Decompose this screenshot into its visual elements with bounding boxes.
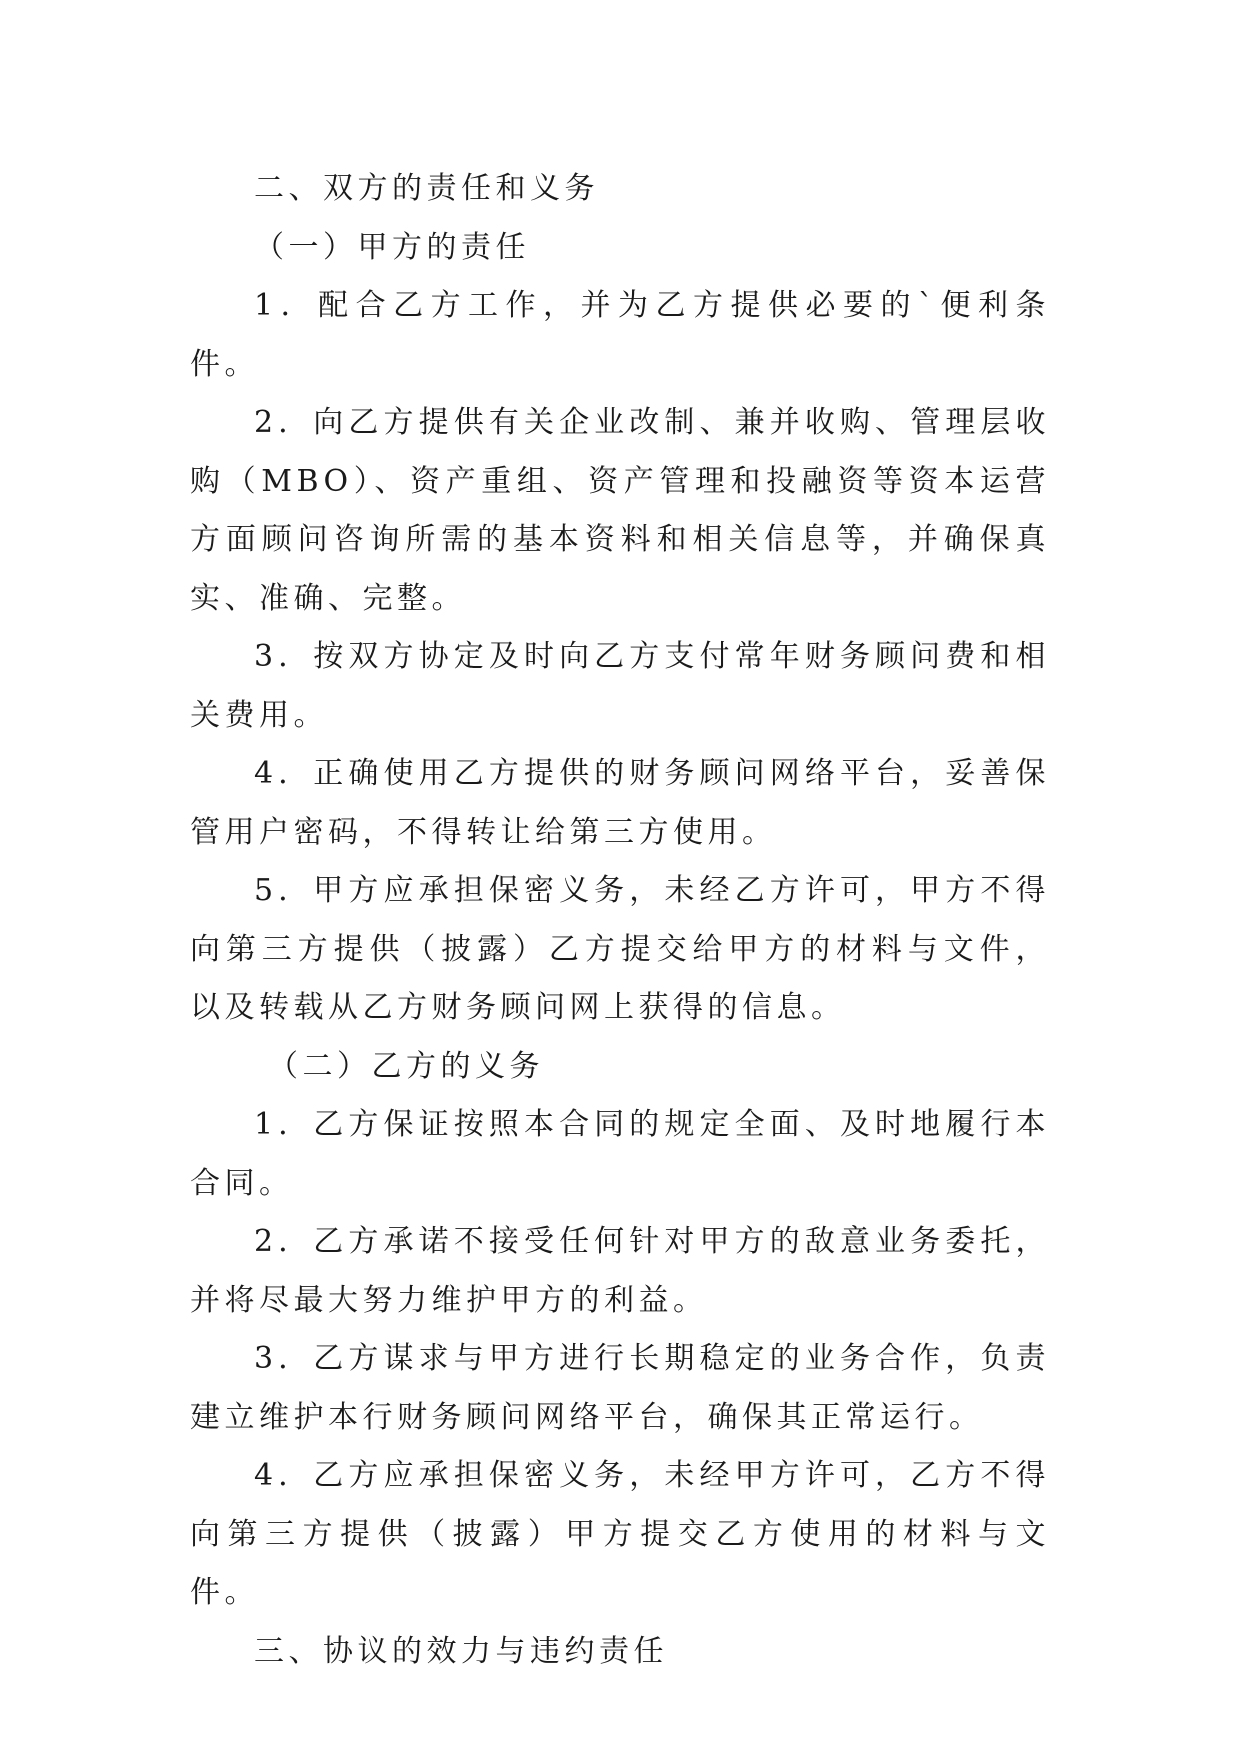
section-heading-validity: 三、协议的效力与违约责任: [254, 1633, 668, 1669]
clause-b4: 4．乙方应承担保密义务，未经甲方许可，乙方不得向第三方提供（披露）甲方提交乙方使用的材料与文件。: [190, 1458, 1050, 1610]
subsection-heading-party-a: （一）甲方的责任: [254, 229, 530, 265]
clause-b3: 3．乙方谋求与甲方进行长期稳定的业务合作，负责建立维护本行财务顾问网络平台，确保其正常运行。: [190, 1341, 1050, 1435]
clause-a4: 4．正确使用乙方提供的财务顾问网络平台，妥善保管用户密码，不得转让给第三方使用。: [190, 756, 1050, 850]
document-body: [190, 160, 1050, 1681]
clause-b2: 2．乙方承诺不接受任何针对甲方的敌意业务委托，并将尽最大努力维护甲方的利益。: [190, 1224, 1050, 1318]
clause-a3: 3．按双方协定及时向乙方支付常年财务顾问费和相关费用。: [190, 639, 1050, 733]
clause-a5: 5．甲方应承担保密义务，未经乙方许可，甲方不得向第三方提供（披露）乙方提交给甲方的材料与文件，以及转载从乙方财务顾问网上获得的信息。: [190, 873, 1050, 1025]
clause-a2: 2．向乙方提供有关企业改制、兼并收购、管理层收购（MBO）、资产重组、资产管理和投融资等资本运营方面顾问咨询所需的基本资料和相关信息等，并确保真实、准确、完整。: [190, 405, 1050, 616]
clause-a1: 1．配合乙方工作，并为乙方提供必要的`便利条件。: [190, 288, 1050, 382]
subsection-heading-party-b: （二）乙方的义务: [268, 1048, 544, 1084]
clause-b1: 1．乙方保证按照本合同的规定全面、及时地履行本合同。: [190, 1107, 1050, 1201]
section-heading-duties: 二、双方的责任和义务: [254, 171, 599, 206]
